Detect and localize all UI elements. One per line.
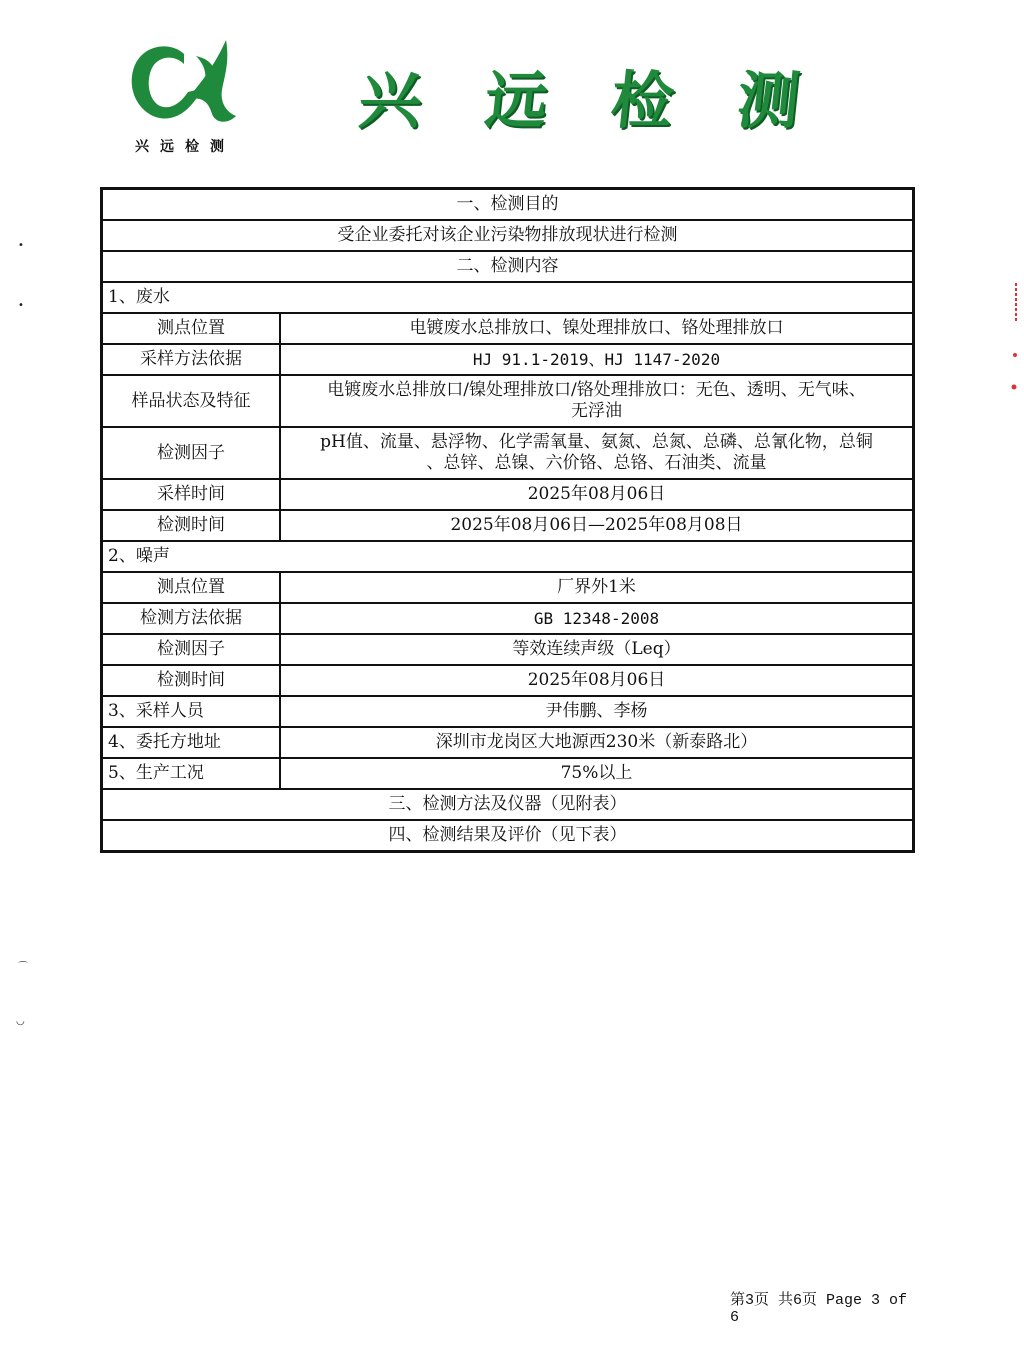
table-row <box>102 603 914 634</box>
table-row <box>102 665 914 696</box>
table-row <box>102 189 914 221</box>
row-value: 深圳市龙岗区大地源西230米（新泰路北） <box>280 727 914 758</box>
table-row <box>102 282 914 313</box>
row-value: 等效连续声级（Leq） <box>280 634 914 665</box>
table-row <box>102 541 914 572</box>
brand-char-2: 远 <box>481 63 552 137</box>
row-value: 2025年08月06日 <box>280 665 914 696</box>
row-value-line: 电镀废水总排放口/镍处理排放口/铬处理排放口：无色、透明、无气味、 <box>327 380 866 400</box>
brand-title <box>355 58 804 137</box>
section-title-results: 四、检测结果及评价（见下表） <box>102 820 914 852</box>
row-value <box>280 427 914 479</box>
row-value-line: 无浮油 <box>571 401 622 421</box>
table-row <box>102 696 914 727</box>
table-row <box>102 789 914 820</box>
row-label: 3、采样人员 <box>102 696 281 727</box>
row-label: 检测因子 <box>102 634 281 665</box>
row-value: GB 12348-2008 <box>280 603 914 634</box>
row-value: 尹伟鹏、李杨 <box>280 696 914 727</box>
table-row <box>102 820 914 852</box>
row-value: 2025年08月06日 <box>280 479 914 510</box>
margin-stamp-fragment <box>1010 283 1020 403</box>
row-label: 样品状态及特征 <box>102 375 281 427</box>
row-value: 75%以上 <box>280 758 914 789</box>
row-label: 检测因子 <box>102 427 281 479</box>
table-row <box>102 572 914 603</box>
table-row <box>102 758 914 789</box>
row-value <box>280 375 914 427</box>
row-value: 厂界外1米 <box>280 572 914 603</box>
row-value-line: 、总锌、总镍、六价铬、总铬、石油类、流量 <box>426 453 767 473</box>
row-value: HJ 91.1-2019、HJ 1147-2020 <box>280 344 914 375</box>
table-row <box>102 427 914 479</box>
table-row <box>102 479 914 510</box>
brand-char-4: 测 <box>733 63 804 137</box>
row-label: 5、生产工况 <box>102 758 281 789</box>
table-row <box>102 344 914 375</box>
page-number: 第3页 共6页 Page 3 of 6 <box>730 1292 908 1326</box>
logo-caption: 兴远检测 <box>135 139 235 155</box>
row-label: 采样时间 <box>102 479 281 510</box>
margin-speck: • <box>18 300 24 311</box>
margin-speck: • <box>18 240 24 251</box>
brand-char-1: 兴 <box>355 63 426 137</box>
purpose-text: 受企业委托对该企业污染物排放现状进行检测 <box>102 220 914 251</box>
margin-speck: ◡ <box>16 1016 25 1027</box>
brand-char-3: 检 <box>607 63 678 137</box>
table-row <box>102 313 914 344</box>
report-table <box>100 187 915 853</box>
section-title-methods: 三、检测方法及仪器（见附表） <box>102 789 914 820</box>
company-logo <box>126 38 244 128</box>
row-label: 4、委托方地址 <box>102 727 281 758</box>
table-row <box>102 727 914 758</box>
row-value: 电镀废水总排放口、镍处理排放口、铬处理排放口 <box>280 313 914 344</box>
noise-title: 2、噪声 <box>102 541 914 572</box>
wastewater-title: 1、废水 <box>102 282 914 313</box>
row-label: 采样方法依据 <box>102 344 281 375</box>
row-label: 检测时间 <box>102 510 281 541</box>
row-label: 测点位置 <box>102 572 281 603</box>
table-row <box>102 251 914 282</box>
row-label: 检测方法依据 <box>102 603 281 634</box>
row-value-line: pH值、流量、悬浮物、化学需氧量、氨氮、总氮、总磷、总氰化物，总铜 <box>320 432 873 452</box>
section-title-purpose: 一、检测目的 <box>102 189 914 221</box>
table-row <box>102 510 914 541</box>
section-title-content: 二、检测内容 <box>102 251 914 282</box>
row-label: 测点位置 <box>102 313 281 344</box>
table-row <box>102 375 914 427</box>
row-value: 2025年08月06日—2025年08月08日 <box>280 510 914 541</box>
margin-speck: ⌒ <box>18 962 28 973</box>
table-row <box>102 634 914 665</box>
row-label: 检测时间 <box>102 665 281 696</box>
table-row <box>102 220 914 251</box>
